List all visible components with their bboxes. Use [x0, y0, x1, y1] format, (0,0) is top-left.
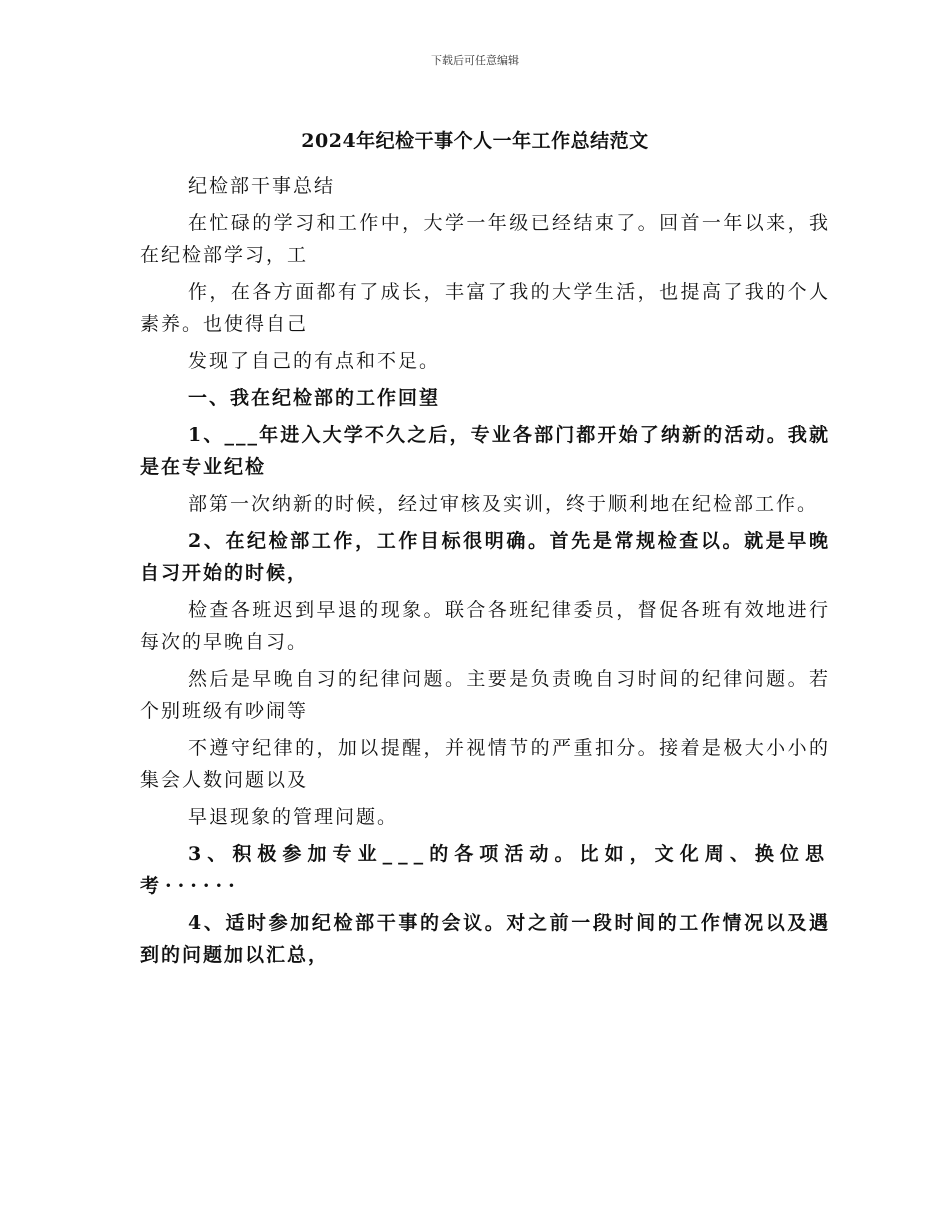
paragraph-7: 然后是早晚自习的纪律问题。主要是负责晚自习时间的纪律问题。若个别班级有吵闹等: [140, 668, 830, 722]
paragraph-1: 纪检部干事总结: [188, 175, 336, 197]
item-4: 4、适时参加纪检部干事的会议。对之前一段时间的工作情况以及遇到的问题加以汇总，: [140, 912, 830, 966]
page-header: 下载后可任意编辑: [431, 54, 519, 67]
item-2: 2、在纪检部工作，工作目标很明确。首先是常规检查以。就是早晚自习开始的时候，: [140, 530, 830, 584]
paragraph-5: 部第一次纳新的时候，经过审核及实训，终于顺利地在纪检部工作。: [188, 493, 819, 515]
section-heading-1: 一、我在纪检部的工作回望: [188, 387, 441, 409]
item-3: 3、积极参加专业___的各项活动。比如，文化周、换位思考······: [140, 843, 830, 897]
paragraph-6: 检查各班迟到早退的现象。联合各班纪律委员，督促各班有效地进行每次的早晚自习。: [140, 599, 830, 653]
paragraph-3: 作，在各方面都有了成长，丰富了我的大学生活，也提高了我的个人素养。也使得自己: [140, 281, 830, 335]
paragraph-9: 早退现象的管理问题。: [188, 806, 399, 828]
document-title: 2024年纪检干事个人一年工作总结范文: [301, 130, 649, 152]
paragraph-4: 发现了自己的有点和不足。: [188, 350, 441, 372]
paragraph-8: 不遵守纪律的，加以提醒，并视情节的严重扣分。接着是极大小小的集会人数问题以及: [140, 737, 830, 791]
document-body: [140, 170, 830, 976]
item-1: 1、___年进入大学不久之后，专业各部门都开始了纳新的活动。我就是在专业纪检: [140, 424, 830, 478]
paragraph-2: 在忙碌的学习和工作中，大学一年级已经结束了。回首一年以来，我在纪检部学习，工: [140, 212, 830, 266]
